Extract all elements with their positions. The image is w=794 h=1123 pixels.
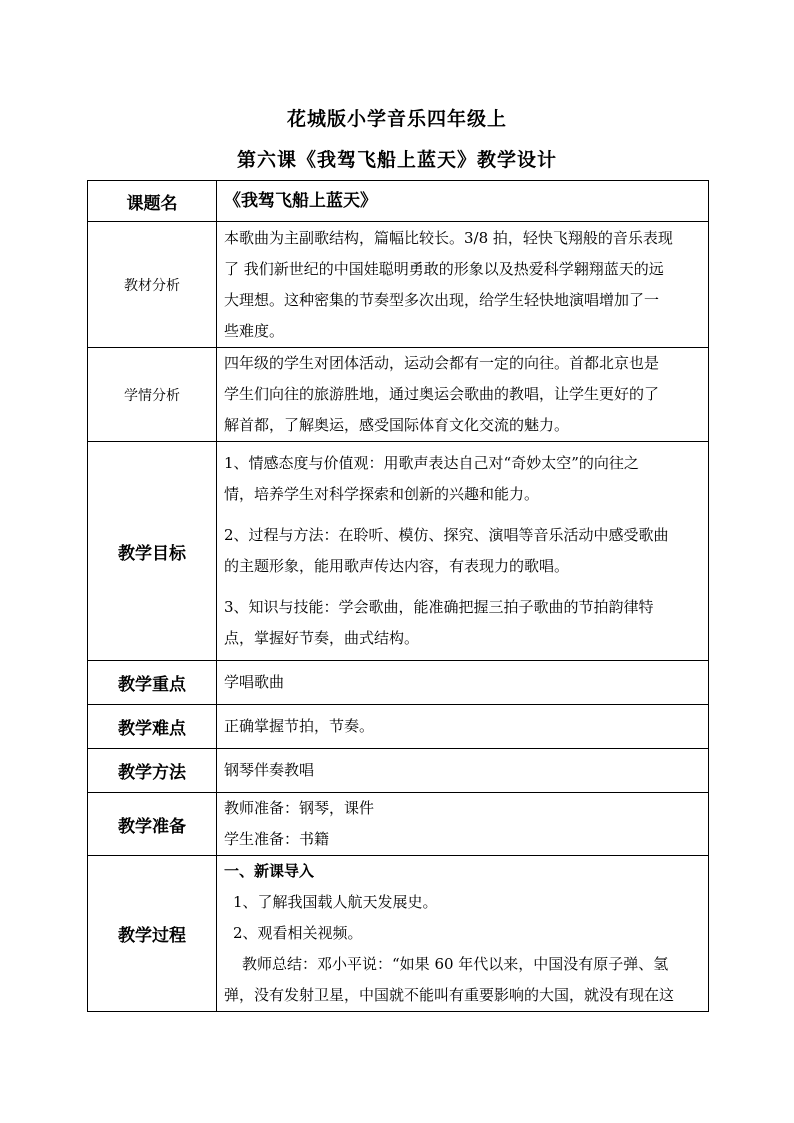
value-goals — [217, 442, 709, 661]
value-keypoint: 学唱歌曲 — [217, 661, 709, 705]
value-method: 钢琴伴奏教唱 — [217, 749, 709, 793]
document-title: 花城版小学音乐四年级上 — [286, 108, 507, 130]
prep-line: 教师准备：钢琴，课件 — [224, 799, 375, 817]
label-material: 教材分析 — [88, 222, 217, 348]
table-row-difficulty — [88, 705, 709, 749]
students-line: 学生们向往的旅游胜地，通过奥运会歌曲的教唱，让学生更好的了 — [224, 385, 660, 403]
goal-line: 3、知识与技能：学会歌曲，能准确把握三拍子歌曲的节拍韵律特 — [224, 598, 654, 616]
label-method: 教学方法 — [88, 749, 217, 793]
students-line: 四年级的学生对团体活动，运动会都有一定的向往。首都北京也是 — [224, 354, 660, 372]
material-line: 本歌曲为主副歌结构，篇幅比较长。3/8 拍，轻快飞翔般的音乐表现 — [224, 228, 673, 247]
value-students — [217, 348, 709, 442]
label-difficulty: 教学难点 — [88, 705, 217, 749]
table-row-students — [88, 348, 709, 442]
value-process — [217, 856, 709, 1012]
lesson-plan-table — [87, 180, 709, 1012]
goal-line: 点，掌握好节奏，曲式结构。 — [224, 629, 420, 647]
label-keypoint: 教学重点 — [88, 661, 217, 705]
lesson-title: 第六课《我驾飞船上蓝天》教学设计 — [236, 149, 557, 171]
table-row-material — [88, 222, 709, 348]
label-topic: 课题名 — [88, 181, 217, 222]
goal-line: 情，培养学生对科学探索和创新的兴趣和能力。 — [224, 485, 540, 503]
label-goals: 教学目标 — [88, 442, 217, 661]
value-material — [217, 222, 709, 348]
material-line: 大理想。这种密集的节奏型多次出现，给学生轻快地演唱增加了一 — [224, 290, 660, 309]
value-difficulty: 正确掌握节拍，节奏。 — [217, 705, 709, 749]
label-prep: 教学准备 — [88, 793, 217, 856]
goal-line: 的主题形象，能用歌声传达内容，有表现力的歌唱。 — [224, 557, 570, 575]
table-row-keypoint — [88, 661, 709, 705]
value-topic — [217, 181, 709, 222]
process-item: 1、了解我国载人航天发展史。 — [233, 893, 438, 911]
process-summary-line: 弹，没有发射卫星，中国就不能叫有重要影响的大国，就没有现在这 — [224, 986, 675, 1004]
table-row-topic — [88, 181, 709, 222]
table-row-prep — [88, 793, 709, 856]
material-line: 些难度。 — [224, 321, 285, 340]
label-process: 教学过程 — [88, 856, 217, 1012]
process-item: 2、观看相关视频。 — [233, 924, 363, 942]
process-summary-line: 教师总结：邓小平说：“如果 60 年代以来，中国没有原子弹、氢 — [242, 955, 669, 973]
table-row-goals — [88, 442, 709, 661]
topic-text: 《我驾飞船上蓝天》 — [224, 190, 377, 211]
label-students: 学情分析 — [88, 348, 217, 442]
prep-line: 学生准备：书籍 — [224, 830, 330, 848]
value-prep — [217, 793, 709, 856]
table-row-process — [88, 856, 709, 1012]
table-row-method — [88, 749, 709, 793]
process-heading: 一、新课导入 — [224, 862, 315, 880]
students-line: 解首都，了解奥运，感受国际体育文化交流的魅力。 — [224, 416, 570, 434]
material-line: 了 我们新世纪的中国娃聪明勇敢的形象以及热爱科学翱翔蓝天的远 — [224, 259, 664, 278]
goal-line: 1、情感态度与价值观：用歌声表达自己对“奇妙太空”的向往之 — [224, 454, 639, 472]
goal-line: 2、过程与方法：在聆听、模仿、探究、演唱等音乐活动中感受歌曲 — [224, 526, 669, 544]
